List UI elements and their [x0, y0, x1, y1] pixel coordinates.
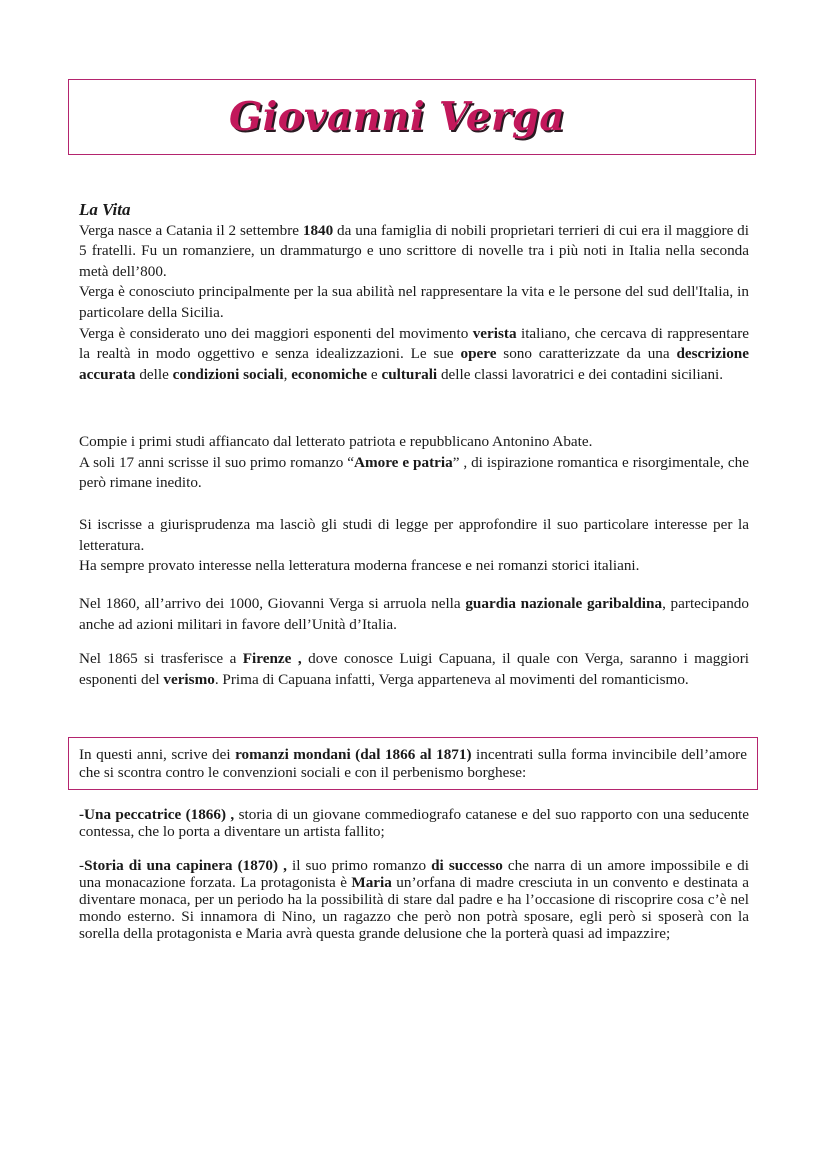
paragraph-first-studies: Compie i primi studi affiancato dal letterato patriota e repubblicano Antonino Abate.: [79, 433, 593, 450]
paragraph-law: Si iscrisse a giurisprudenza ma lasciò gli studi di legge per approfondire il suo particolare interesse per la letteratura.: [79, 516, 749, 554]
title-box: [68, 79, 756, 155]
paragraph-birth: Verga nasce a Catania il 2 settembre 1840 da una famiglia di nobili proprietari terrieri di cui era il maggiore di 5 fratelli. Fu un romanziere, un drammaturgo e uno scrittore di novelle tra i più noti in Italia nella seconda metà dell’800.: [79, 221, 749, 280]
paragraph-capinera: -Storia di una capinera (1870) , il suo primo romanzo di successo che narra di un amore impossibile e di una monacazione forzata. La protagonista è Maria un’orfana di madre cresciuta in un convento e destinata a diventare monaca, per un periodo ha la possibilità di stare dal padre e ha l’occasione di riscoprire cosa c’è nel mondo esterno. Si innamora di Nino, un ragazzo che però non potrà sposare, egli però si sposerà con la sorella della protagonista e Maria avrà questa grande delusione che la porterà quasi ad impazzire;: [79, 857, 749, 942]
paragraph-1860: Nel 1860, all’arrivo dei 1000, Giovanni Verga si arruola nella guardia nazionale garibaldina, partecipando anche ad azioni militari in favore dell’Unità d’Italia.: [79, 595, 749, 633]
page-title: Giovanni Verga: [229, 94, 565, 140]
section-peccatrice: [79, 806, 749, 840]
romanzi-mondani-box: In questi anni, scrive dei romanzi mondani (dal 1866 al 1871) incentrati sulla forma invincibile dell’amore che si scontra contro le convenzioni sociali e con il perbenismo borghese:: [68, 737, 758, 790]
paragraph-verismo: Verga è considerato uno dei maggiori esponenti del movimento verista italiano, che cercava di rappresentare la realtà in modo oggettivo e senza idealizzazioni. Le sue opere sono caratterizzate da una descrizione accurata delle condizioni sociali, economiche e culturali delle classi lavoratrici e dei contadini siciliani.: [79, 324, 749, 383]
paragraph-interests: Ha sempre provato interesse nella letteratura moderna francese e nei romanzi storici italiani.: [79, 557, 640, 575]
section-la-vita: [79, 200, 749, 385]
paragraph-1865: Nel 1865 si trasferisce a Firenze , dove conosce Luigi Capuana, il quale con Verga, saranno i maggiori esponenti del verismo. Prima di Capuana infatti, Verga apparteneva al movimenti del romanticismo.: [79, 650, 749, 688]
paragraph-sicily: Verga è conosciuto principalmente per la sua abilità nel rappresentare la vita e le persone del sud dell'Italia, in particolare della Sicilia.: [79, 283, 749, 321]
section-1865: [79, 649, 749, 690]
paragraph-peccatrice: -Una peccatrice (1866) , storia di un giovane commediografo catanese e del suo rapporto con una seducente contessa, che lo porta a diventare un artista fallito;: [79, 806, 749, 840]
section-studies: [79, 432, 749, 494]
section-1860: [79, 594, 749, 635]
section-capinera: [79, 857, 749, 942]
section-heading: La Vita: [79, 200, 131, 219]
paragraph-first-novel: A soli 17 anni scrisse il suo primo romanzo “Amore e patria” , di ispirazione romantica e risorgimentale, che però rimane inedito.: [79, 453, 749, 492]
section-law: [79, 515, 749, 577]
